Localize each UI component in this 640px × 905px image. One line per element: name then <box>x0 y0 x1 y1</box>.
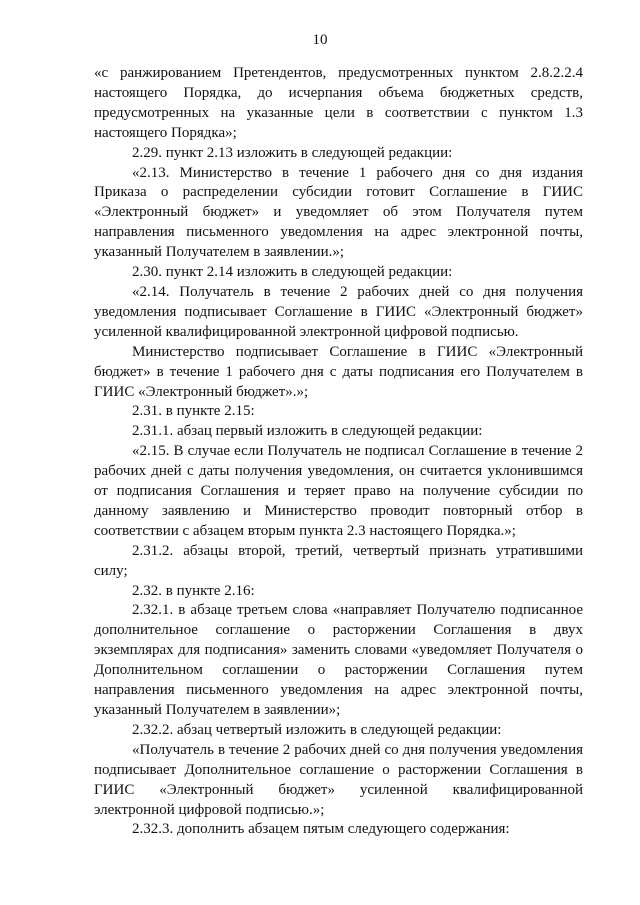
paragraph-2-29: 2.29. пункт 2.13 изложить в следующей редакции: <box>132 144 453 161</box>
paragraph-continuation: «с ранжированием Претендентов, предусмотренных пунктом 2.8.2.2.4 настоящего Порядка, до исчерпания объема бюджетных средств, предусмотренных на указанные цели в соответствии с пунктом 1.3 настоящего Порядка»; <box>94 65 583 141</box>
page-number: 10 <box>312 32 328 48</box>
paragraph-2-31: 2.31. в пункте 2.15: <box>132 403 255 420</box>
paragraph-2-32-3: 2.32.3. дополнить абзацем пятым следующего содержания: <box>132 821 510 838</box>
paragraph-ministry-signs: Министерство подписывает Соглашение в ГИИС «Электронный бюджет» в течение 1 рабочего дня с даты подписания его Получателем в ГИИС «Электронный бюджет».»; <box>94 343 583 400</box>
paragraph-2-30: 2.30. пункт 2.14 изложить в следующей редакции: <box>132 264 453 281</box>
paragraph-2-32: 2.32. в пункте 2.16: <box>132 582 255 599</box>
paragraph-2-32-1: 2.32.1. в абзаце третьем слова «направляет Получателю подписанное дополнительное соглашение о расторжении Соглашения в двух экземплярах для подписания» заменить словами «уведомляет Получателя о Дополнительном соглашении о расторжении Соглашения путем направления письменного уведомления на адрес электронной почты, указанный Получателем в заявлении»; <box>94 602 583 718</box>
paragraph-2-14-text: «2.14. Получатель в течение 2 рабочих дней со дня получения уведомления подписывает Соглашение в ГИИС «Электронный бюджет» усиленной квалифицированной электронной цифровой подписью. <box>94 283 583 340</box>
paragraph-2-13-text: «2.13. Министерство в течение 1 рабочего дня со дня издания Приказа о распределении субсидии готовит Соглашение в ГИИС «Электронный бюджет» и уведомляет об этом Получателя путем направления письменного уведомления на адрес электронной почты, указанный Получателем в заявлении.»; <box>94 164 583 261</box>
paragraph-recipient-signs: «Получатель в течение 2 рабочих дней со дня получения уведомления подписывает Дополнительное соглашение о расторжении Соглашения в ГИИС «Электронный бюджет» усиленной квалифицированной электронной цифровой подписью.»; <box>94 741 583 818</box>
paragraph-2-31-1: 2.31.1. абзац первый изложить в следующей редакции: <box>132 423 483 440</box>
paragraph-2-15-text: «2.15. В случае если Получатель не подписал Соглашение в течение 2 рабочих дней с даты получения уведомления, он считается уклонившимся от подписания Соглашения и теряет право на получение субсидии по данному заявлению и Министерство проводит повторный отбор в соответствии с абзацем вторым пункта 2.3 настоящего Порядка.»; <box>94 443 583 539</box>
paragraph-2-32-2: 2.32.2. абзац четвертый изложить в следующей редакции: <box>132 721 502 738</box>
document-body <box>94 64 583 840</box>
paragraph-2-31-2: 2.31.2. абзацы второй, третий, четвертый признать утратившими силу; <box>94 542 583 579</box>
